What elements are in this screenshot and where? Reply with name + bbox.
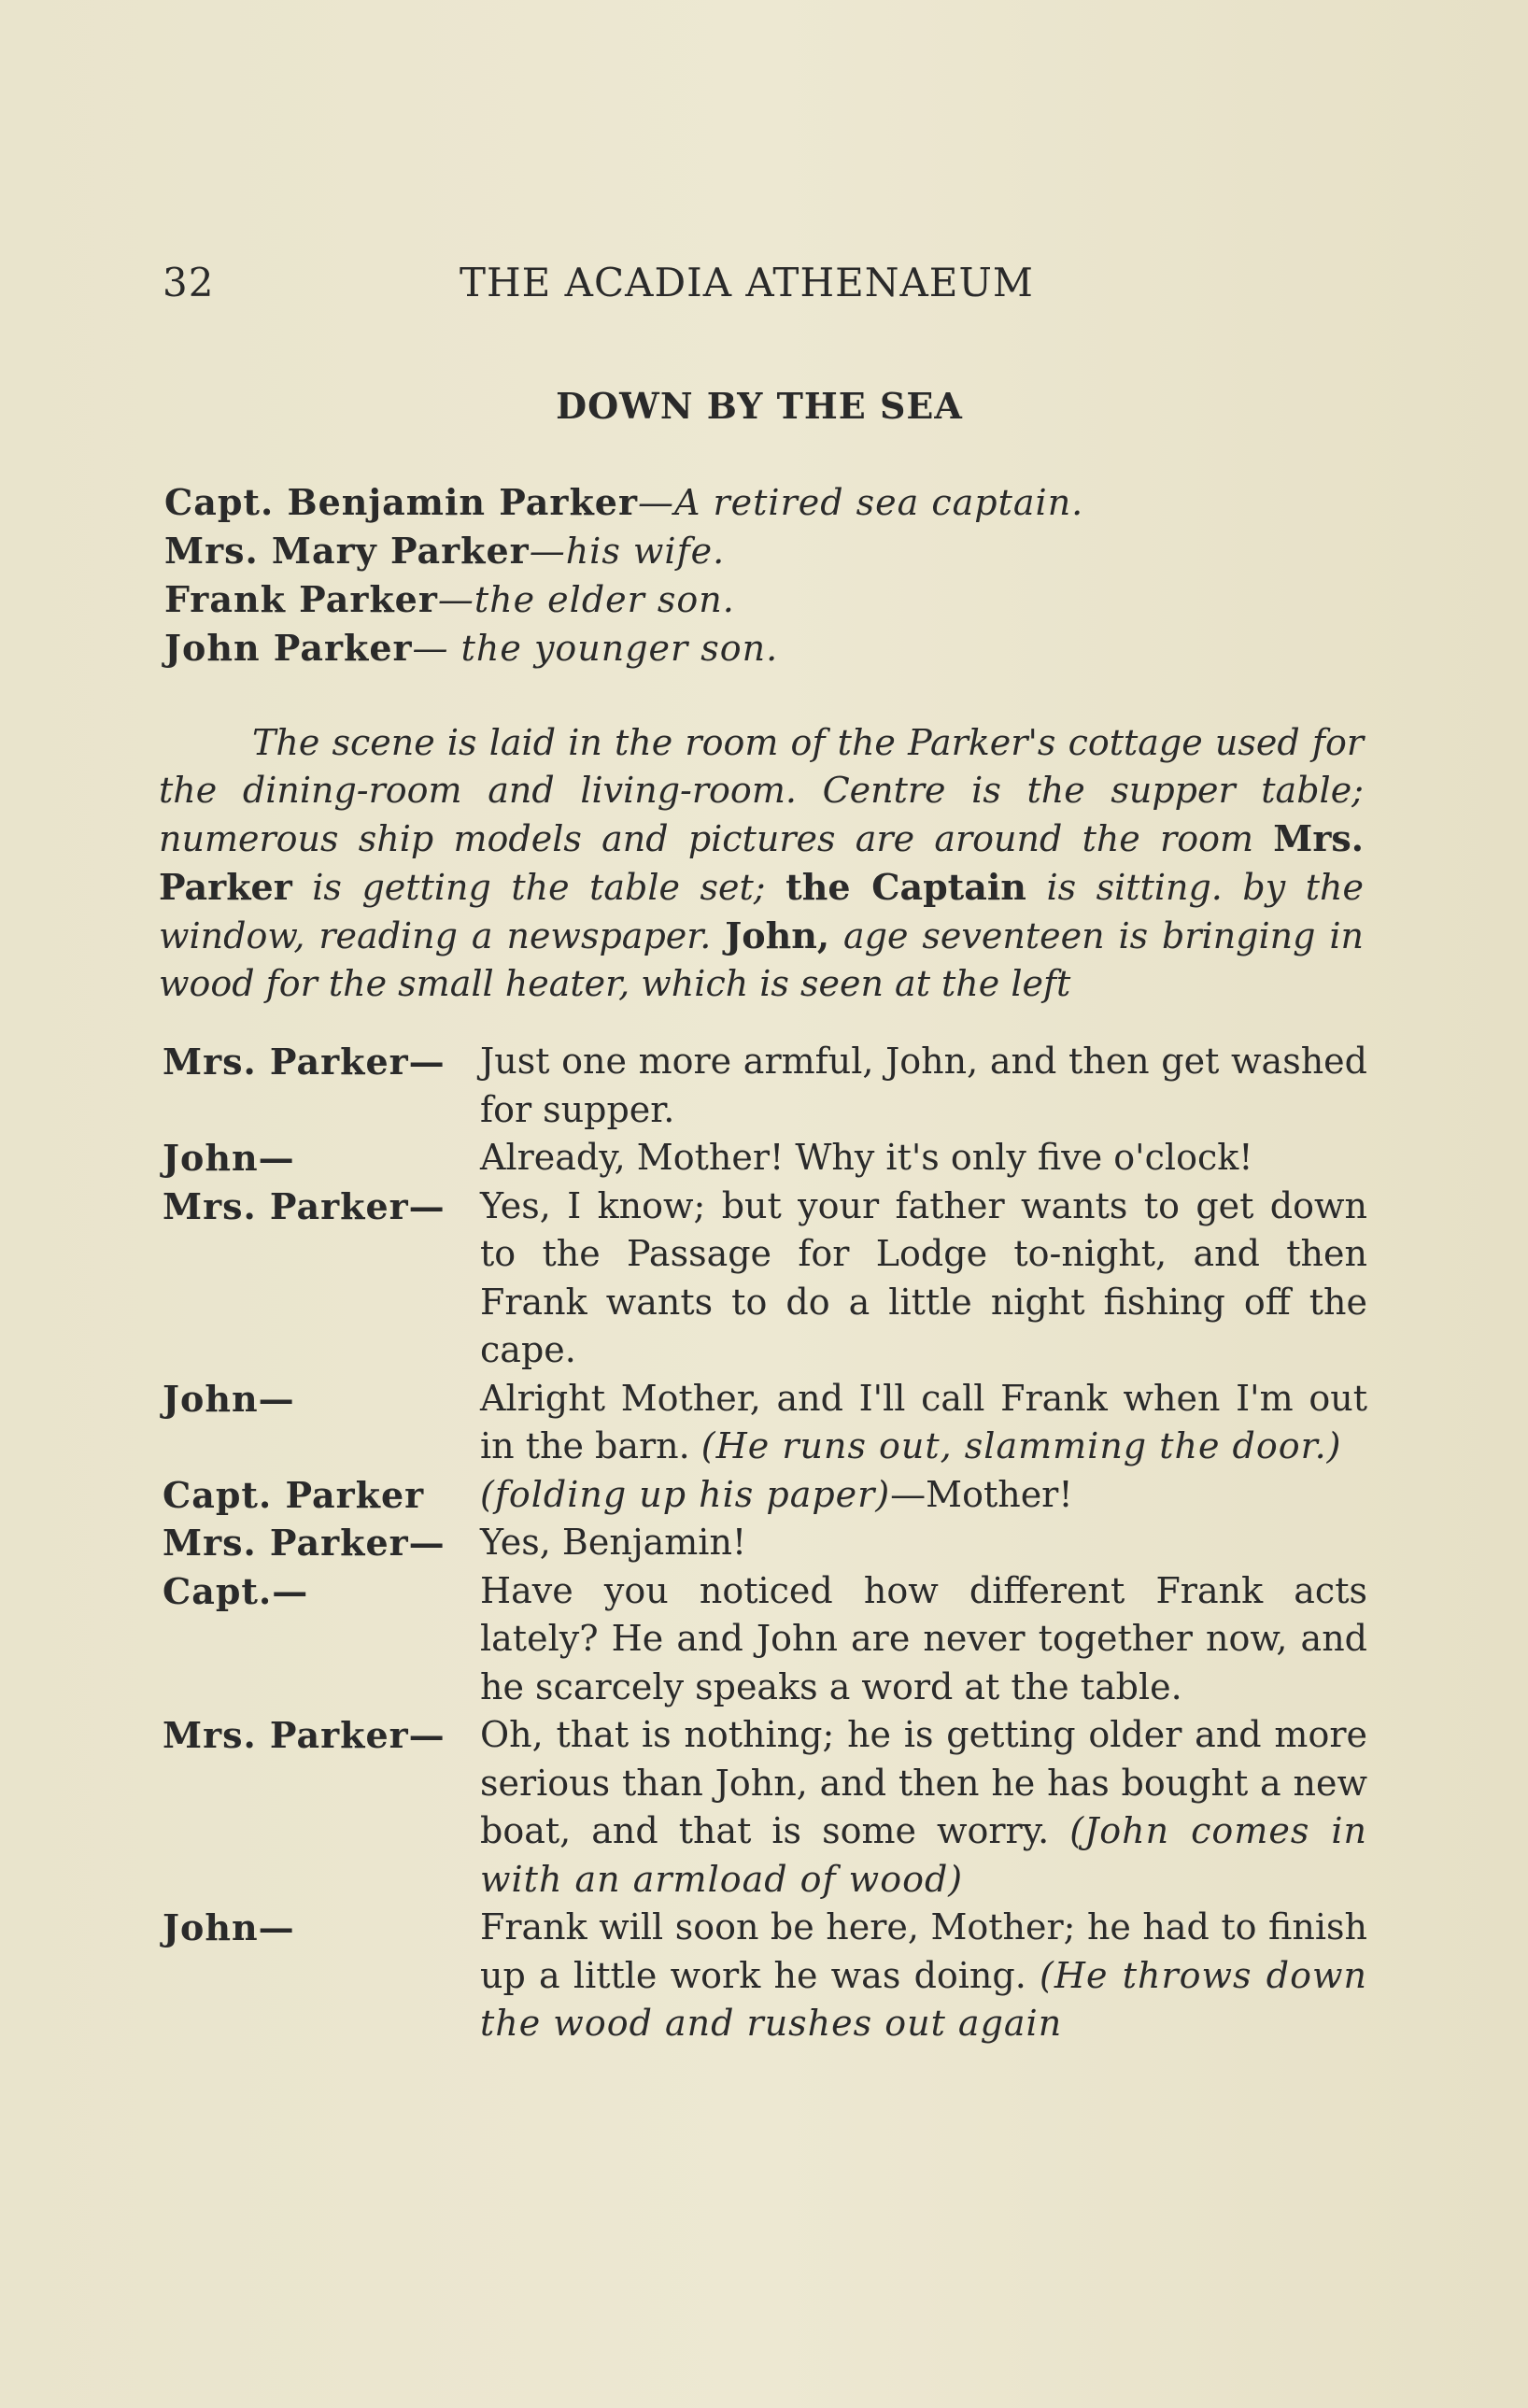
page-number: 32 [163, 260, 215, 305]
dialogue-line [163, 1038, 1367, 1134]
cast-item: John Parker— the younger son. [164, 627, 779, 669]
dialogue [163, 1038, 1367, 2048]
dialogue-line [163, 1471, 1367, 1520]
play-title: DOWN BY THE SEA [556, 385, 963, 427]
speech: Just one more armful, John, and then get washed for supper. [480, 1041, 1367, 1130]
speech: Oh, that is nothing; he is getting older and more serious than John, and then he has bought a new boat, and that is some worry. (John comes in with an armload of wood) [480, 1714, 1367, 1900]
speaker: Mrs. Parker— [163, 1522, 446, 1564]
cast-item: Frank Parker—the elder son. [164, 578, 735, 620]
speaker: John— [163, 1377, 295, 1420]
speaker: Mrs. Parker— [163, 1041, 446, 1083]
dialogue-line [163, 1904, 1367, 2048]
speaker: John— [163, 1906, 295, 1948]
speech: Yes, Benjamin! [480, 1522, 747, 1563]
dialogue-line [163, 1134, 1367, 1183]
speaker: Capt.— [163, 1569, 309, 1612]
cast-item: Capt. Benjamin Parker—A retired sea captain. [164, 481, 1084, 523]
dialogue-line [163, 1567, 1367, 1712]
dialogue-line [163, 1375, 1367, 1471]
speech: Yes, I know; but your father wants to get down to the Passage for Lodge to-night, and then Frank wants to do a little night fishing off the cape. [480, 1184, 1367, 1370]
page-header [163, 260, 1377, 316]
dialogue-line [163, 1519, 1367, 1567]
cast-list [164, 478, 1379, 673]
running-title: THE ACADIA ATHENAEUM [460, 260, 1034, 305]
speech: Frank will soon be here, Mother; he had to finish up a little work he was doing. (He throws down the wood and rushes out again [480, 1906, 1367, 2044]
speaker: Mrs. Parker— [163, 1714, 446, 1756]
stage-directions: The scene is laid in the room of the Parker's cottage used for the dining-room and living-room. Centre is the supper table; numerous ship models and pictures are around the room Mrs. Parker is getting the table set; the Captain is sitting. by the window, reading a newspaper. John, age seventeen is bringing in wood for the small heater, which is seen at the left [159, 722, 1364, 1004]
speech: Already, Mother! Why it's only five o'clock! [480, 1137, 1253, 1178]
speaker: Capt. Parker [163, 1473, 425, 1516]
speaker: John— [163, 1137, 295, 1179]
speech: Alright Mother, and I'll call Frank when I'm out in the barn. (He runs out, slamming the door.) [480, 1377, 1367, 1466]
speaker: Mrs. Parker— [163, 1184, 446, 1227]
cast-item: Mrs. Mary Parker—his wife. [164, 530, 726, 572]
speech: Have you noticed how different Frank acts lately? He and John are never together now, and he scarcely speaks a word at the table. [480, 1569, 1367, 1707]
dialogue-line [163, 1183, 1367, 1375]
dialogue-line [163, 1711, 1367, 1904]
speech: (folding up his paper)—Mother! [480, 1473, 1073, 1515]
